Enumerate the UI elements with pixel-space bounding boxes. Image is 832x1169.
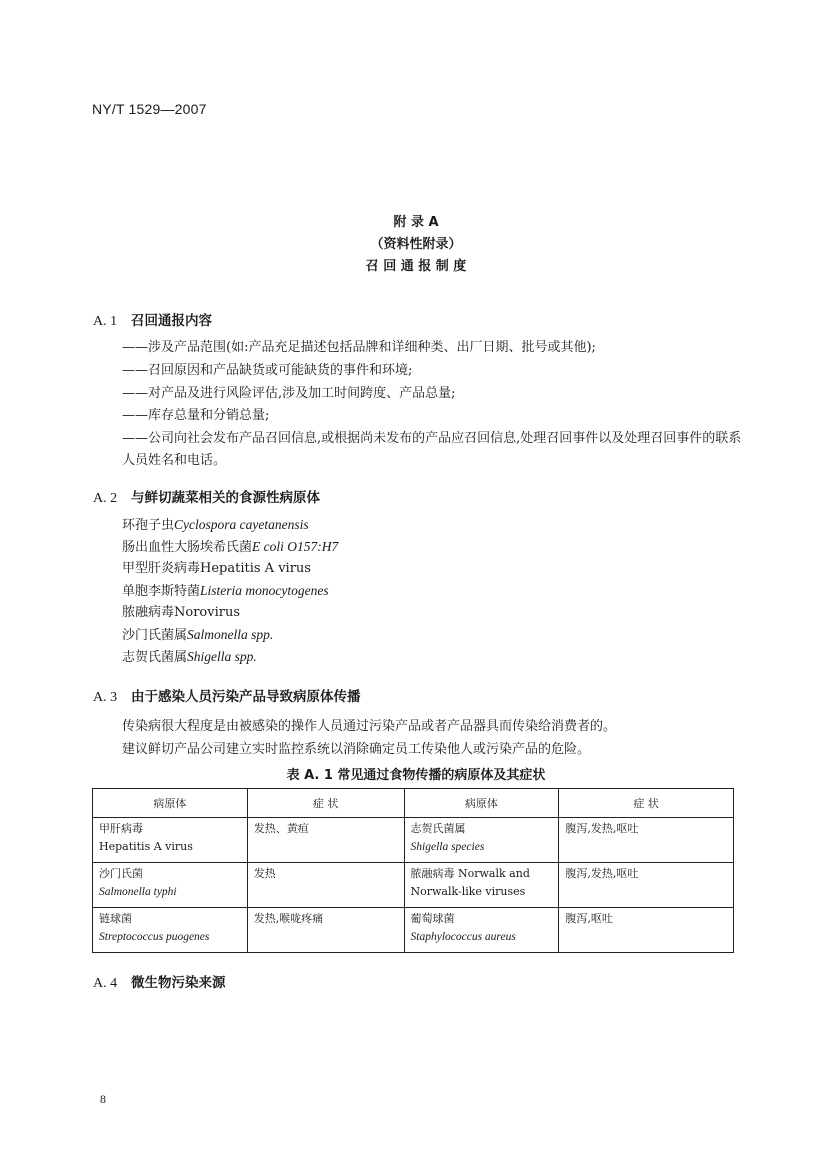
pathogen-item: 甲型肝炎病毒Hepatitis A virus [122, 561, 311, 576]
section-number: A. 4 [93, 976, 118, 991]
pathogen-item: 脓融病毒Norovirus [122, 605, 241, 620]
section-title: 与鲜切蔬菜相关的食源性病原体 [131, 490, 320, 506]
table-cell: 志贺氏菌属 Shigella species [404, 818, 559, 863]
table-cell: 甲肝病毒 Hepatitis A virus [93, 818, 248, 863]
section-number: A. 3 [93, 690, 118, 705]
section-a4-heading [93, 971, 226, 992]
list-item: ——对产品及进行风险评估,涉及加工时间跨度、产品总量; [122, 386, 456, 401]
table-cell: 发热 [247, 863, 404, 908]
section-title: 微生物污染来源 [131, 975, 226, 991]
table-cell: 腹泻,发热,呕吐 [559, 863, 734, 908]
table-cell: 沙门氏菌 Salmonella typhi [93, 863, 248, 908]
paragraph: 传染病很大程度是由被感染的操作人员通过污染产品或者产品器具而传染给消费者的。 [122, 719, 617, 734]
pathogen-item: 志贺氏菌属Shigella spp. [122, 649, 257, 665]
list-item: ——涉及产品范围(如:产品充足描述包括品牌和详细种类、出厂日期、批号或其他); [122, 340, 596, 355]
table-cell: 腹泻,发热,呕吐 [559, 818, 734, 863]
appendix-title: 附 录 A [393, 215, 439, 230]
section-a3-heading [93, 685, 361, 706]
page-number: 8 [100, 1092, 106, 1106]
table-row [93, 863, 734, 908]
header-cell: 病原体 [404, 789, 559, 818]
pathogen-item: 肠出血性大肠埃希氏菌E coli O157:H7 [122, 539, 339, 555]
section-a1-heading [93, 309, 212, 330]
table-cell: 脓融病毒 Norwalk and Norwalk-like viruses [404, 863, 559, 908]
header-cell: 症 状 [559, 789, 734, 818]
table-row [93, 908, 734, 953]
pathogen-item: 单胞李斯特菌Listeria monocytogenes [122, 583, 329, 599]
table-cell: 腹泻,呕吐 [559, 908, 734, 953]
appendix-nature: （资料性附录） [370, 237, 462, 252]
pathogen-item: 环孢子虫Cyclospora cayetanensis [122, 517, 309, 533]
pathogen-item: 沙门氏菌属Salmonella spp. [122, 627, 274, 643]
header-cell: 病原体 [93, 789, 248, 818]
list-item: ——公司向社会发布产品召回信息,或根据尚未发布的产品应召回信息,处理召回事件以及处理召回事件的联系人员姓名和电话。 [122, 431, 742, 468]
table-cell: 发热,喉咙疼痛 [247, 908, 404, 953]
header-cell: 症 状 [247, 789, 404, 818]
table-header-row [93, 789, 734, 818]
list-item: ——召回原因和产品缺货或可能缺货的事件和环境; [122, 363, 413, 378]
table-cell: 链球菌 Streptococcus puogenes [93, 908, 248, 953]
appendix-subject: 召 回 通 报 制 度 [365, 259, 467, 274]
table-caption: 表 A. 1 常见通过食物传播的病原体及其症状 [286, 768, 546, 783]
section-number: A. 2 [93, 491, 118, 506]
list-item: ——库存总量和分销总量; [122, 408, 270, 423]
paragraph: 建议鲜切产品公司建立实时监控系统以消除确定员工传染他人或污染产品的危险。 [122, 742, 591, 757]
table-cell: 发热、黄疸 [247, 818, 404, 863]
standard-code: NY/T 1529—2007 [92, 101, 207, 117]
section-number: A. 1 [93, 314, 118, 329]
section-a2-heading [93, 486, 320, 507]
pathogen-symptom-table [92, 788, 734, 953]
section-title: 由于感染人员污染产品导致病原体传播 [131, 689, 361, 705]
table-cell: 葡萄球菌 Staphylococcus aureus [404, 908, 559, 953]
table-row [93, 818, 734, 863]
section-title: 召回通报内容 [131, 313, 212, 329]
